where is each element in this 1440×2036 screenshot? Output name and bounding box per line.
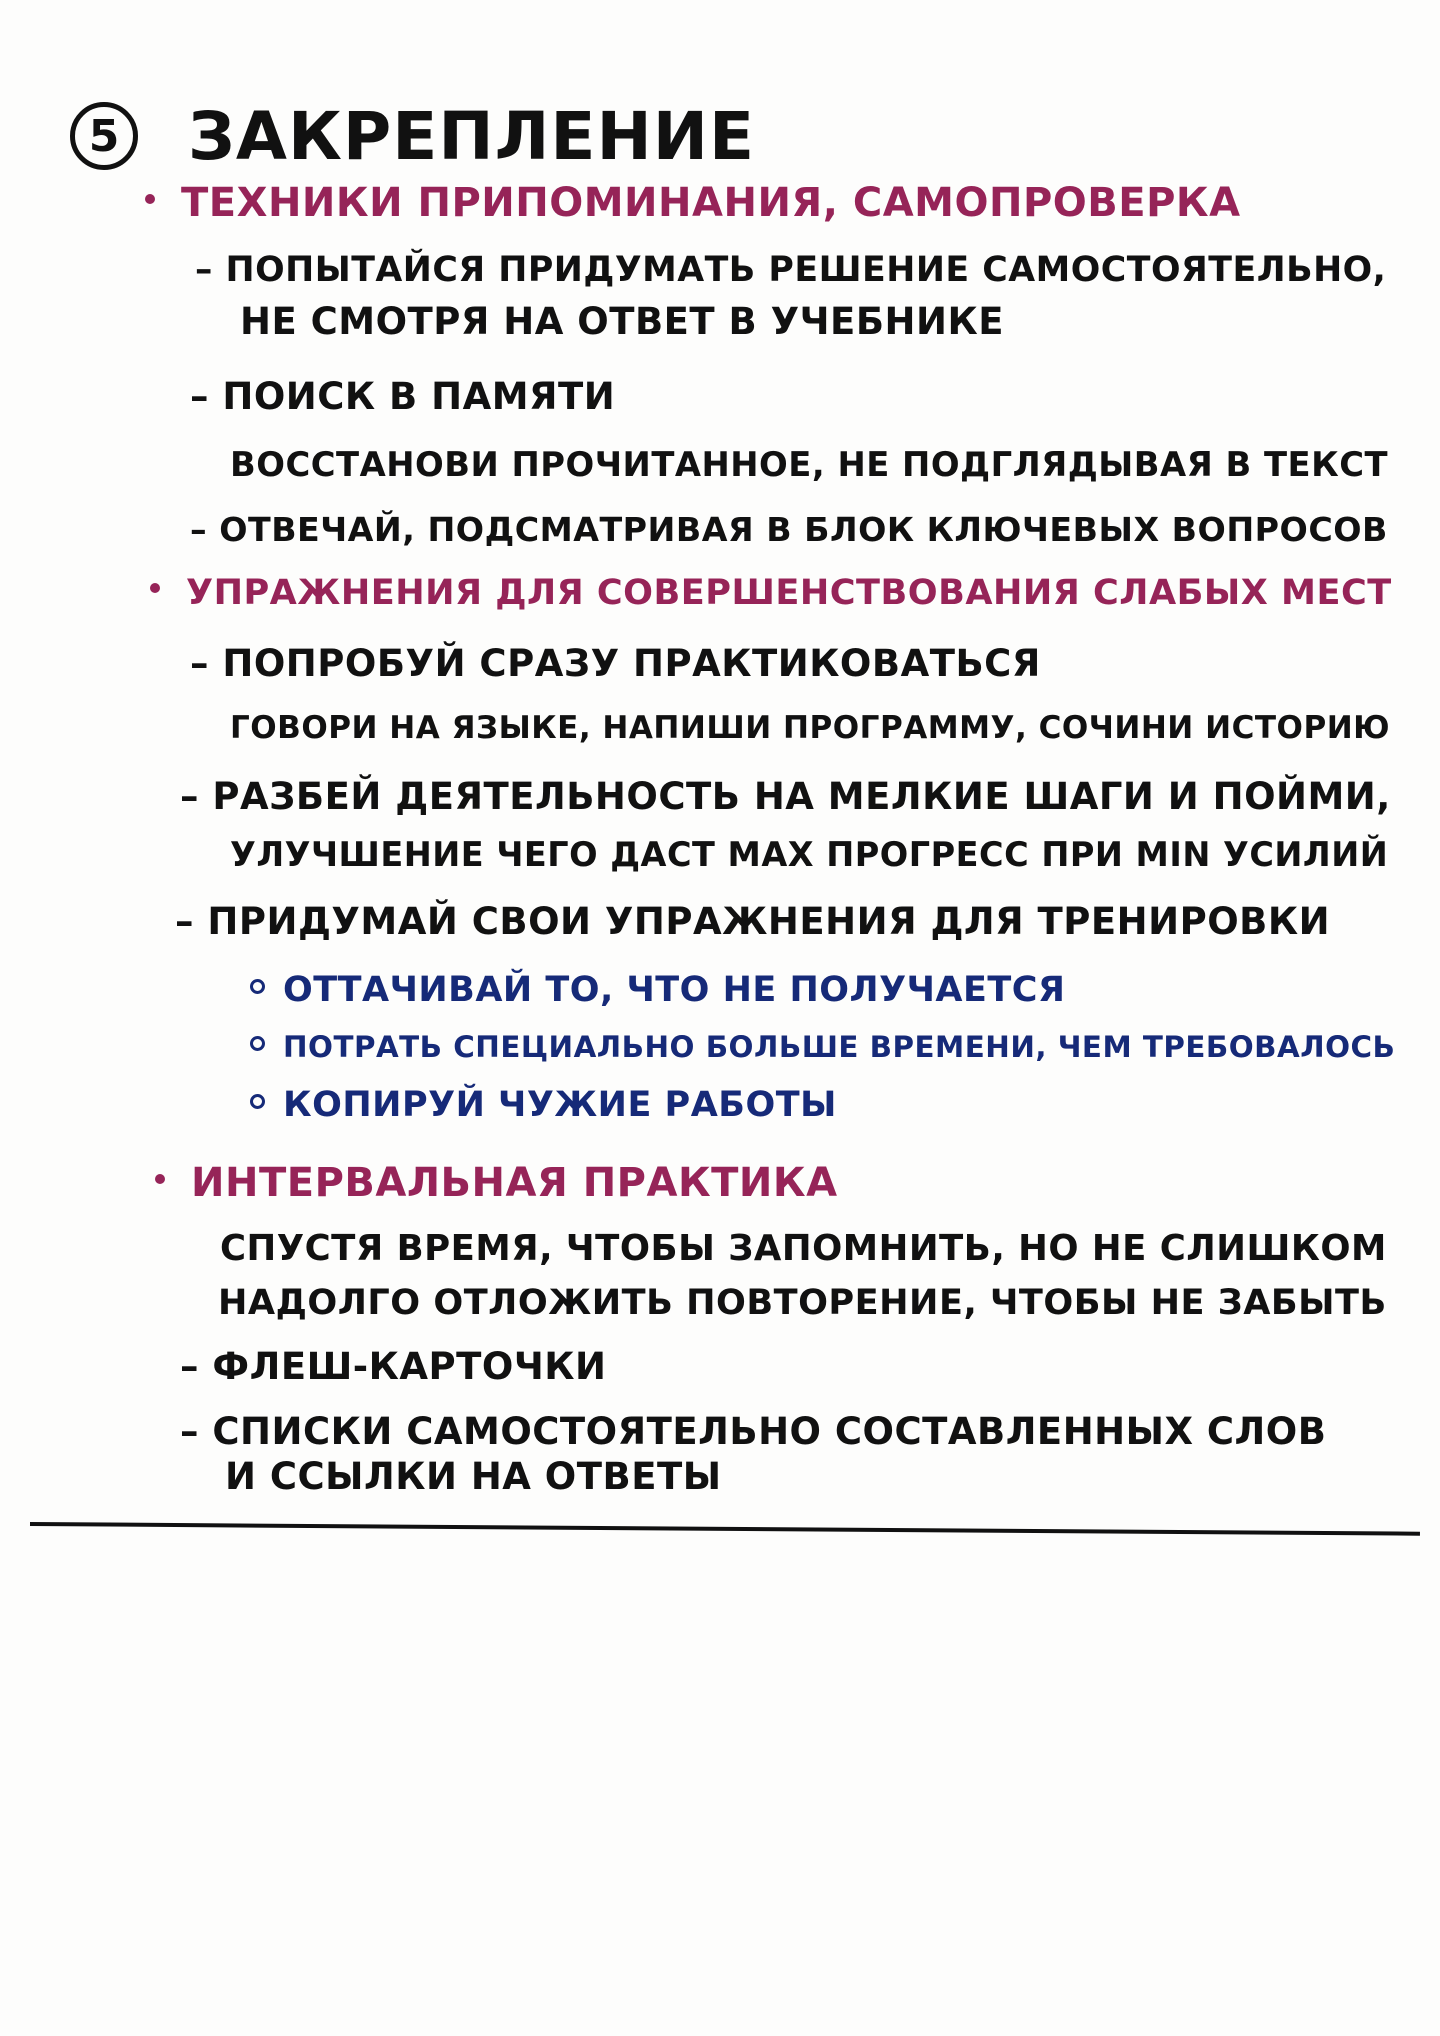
section-intro: СПУСТЯ ВРЕМЯ, ЧТОБЫ ЗАПОМНИТЬ, НО НЕ СЛИШКОМ	[220, 1228, 1387, 1269]
section-title: УПРАЖНЕНИЯ ДЛЯ СОВЕРШЕНСТВОВАНИЯ СЛАБЫХ МЕСТ	[150, 572, 1392, 613]
list-item: – ФЛЕШ-КАРТОЧКИ	[180, 1345, 607, 1388]
list-item-continuation: НЕ СМОТРЯ НА ОТВЕТ В УЧЕБНИКЕ	[240, 300, 1004, 343]
sub-list-item: ОТТАЧИВАЙ ТО, ЧТО НЕ ПОЛУЧАЕТСЯ	[250, 970, 1065, 1010]
list-item-continuation: ВОССТАНОВИ ПРОЧИТАННОЕ, НЕ ПОДГЛЯДЫВАЯ В ТЕКСТ	[230, 445, 1389, 484]
section-number-circle	[70, 102, 138, 170]
list-item: – ОТВЕЧАЙ, ПОДСМАТРИВАЯ В БЛОК КЛЮЧЕВЫХ ВОПРОСОВ	[190, 510, 1388, 549]
list-item: – ПОПЫТАЙСЯ ПРИДУМАТЬ РЕШЕНИЕ САМОСТОЯТЕЛЬНО,	[195, 250, 1387, 290]
sub-bullet	[250, 1094, 265, 1109]
sub-bullet	[250, 979, 265, 994]
list-item: – СПИСКИ САМОСТОЯТЕЛЬНО СОСТАВЛЕННЫХ СЛОВ	[180, 1410, 1327, 1453]
section-title: ТЕХНИКИ ПРИПОМИНАНИЯ, САМОПРОВЕРКА	[145, 180, 1241, 226]
page-heading	[70, 96, 755, 176]
section-title: ИНТЕРВАЛЬНАЯ ПРАКТИКА	[155, 1160, 838, 1206]
divider-line	[30, 1522, 1420, 1536]
list-item: – ПОИСК В ПАМЯТИ	[190, 375, 616, 418]
list-item: – ПОПРОБУЙ СРАЗУ ПРАКТИКОВАТЬСЯ	[190, 642, 1041, 685]
sub-bullet	[250, 1036, 265, 1051]
list-item-continuation: И ССЫЛКИ НА ОТВЕТЫ	[225, 1455, 722, 1498]
section-number: 5	[88, 110, 120, 162]
sub-list-item: ПОТРАТЬ СПЕЦИАЛЬНО БОЛЬШЕ ВРЕМЕНИ, ЧЕМ ТРЕБОВАЛОСЬ	[250, 1030, 1395, 1064]
list-item-continuation: ГОВОРИ НА ЯЗЫКЕ, НАПИШИ ПРОГРАММУ, СОЧИНИ ИСТОРИЮ	[230, 710, 1391, 746]
sub-list-item: КОПИРУЙ ЧУЖИЕ РАБОТЫ	[250, 1085, 837, 1125]
section-intro: НАДОЛГО ОТЛОЖИТЬ ПОВТОРЕНИЕ, ЧТОБЫ НЕ ЗАБЫТЬ	[218, 1282, 1387, 1323]
section-bullet	[155, 1174, 165, 1184]
section-bullet	[150, 583, 160, 593]
list-item-continuation: УЛУЧШЕНИЕ ЧЕГО ДАСТ MAX ПРОГРЕСС ПРИ MIN УСИЛИЙ	[230, 835, 1389, 874]
page-title: ЗАКРЕПЛЕНИЕ	[188, 97, 756, 175]
list-item: – ПРИДУМАЙ СВОИ УПРАЖНЕНИЯ ДЛЯ ТРЕНИРОВКИ	[175, 900, 1331, 943]
section-bullet	[145, 194, 155, 204]
list-item: – РАЗБЕЙ ДЕЯТЕЛЬНОСТЬ НА МЕЛКИЕ ШАГИ И ПОЙМИ,	[180, 775, 1391, 818]
